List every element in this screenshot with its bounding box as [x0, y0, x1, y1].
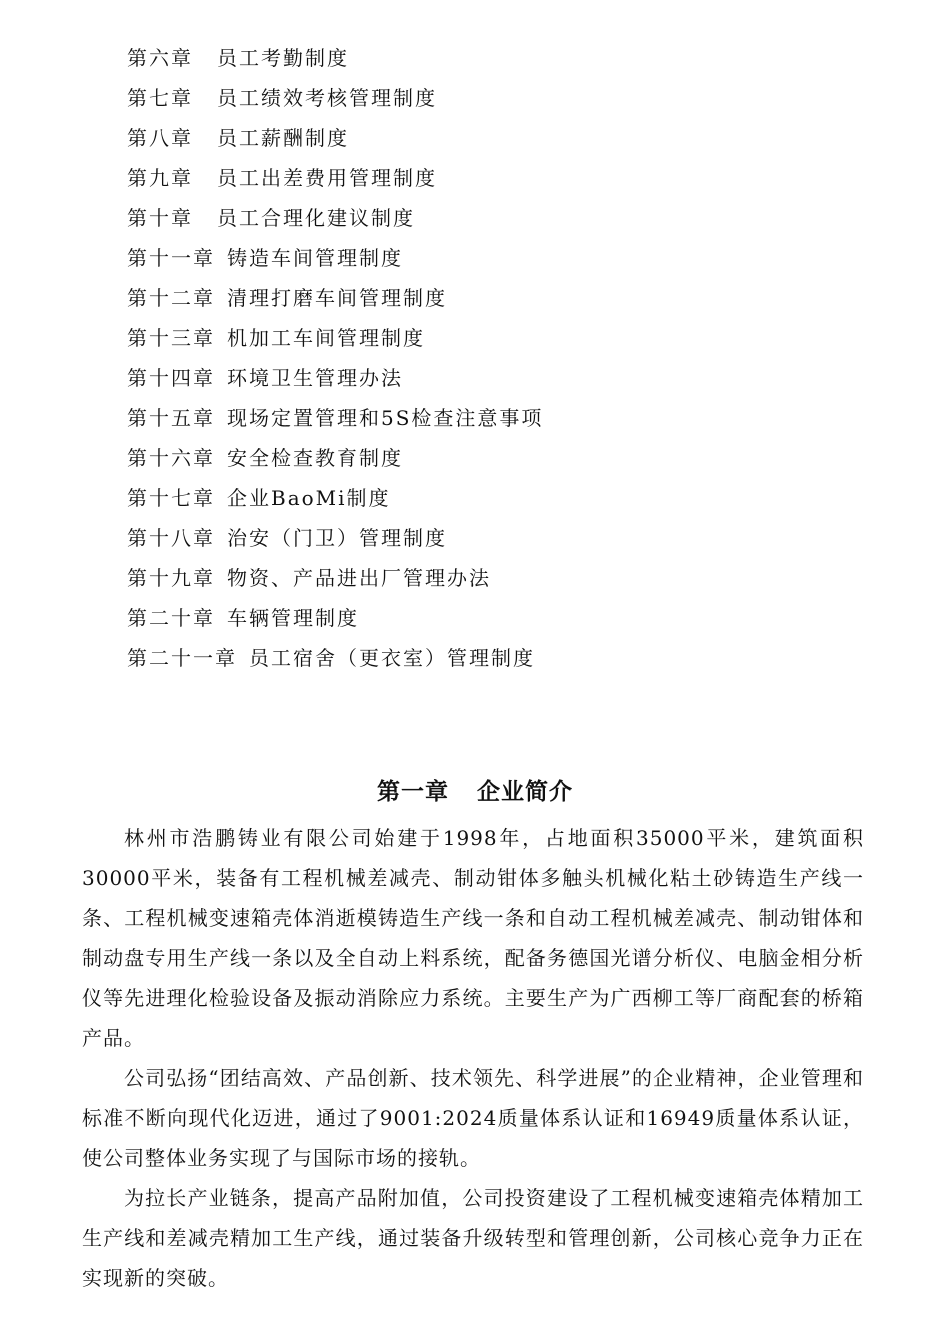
chapter-title: 企业简介 [477, 779, 573, 805]
toc-chapter-title: 现场定置管理和5S检查注意事项 [227, 406, 544, 430]
toc-chapter-title: 清理打磨车间管理制度 [227, 286, 447, 310]
toc-item[interactable] [127, 198, 827, 238]
toc-item[interactable] [127, 518, 827, 558]
body-paragraph: 林州市浩鹏铸业有限公司始建于1998年，占地面积35000平米，建筑面积30000平米，装备有工程机械差减壳、制动钳体多触头机械化粘土砂铸造生产线一条、工程机械变速箱壳体消逝模铸造生产线一条和自动工程机械差减壳、制动钳体和制动盘专用生产线一条以及全自动上料系统，配备务德国光谱分析仪、电脑金相分析仪等先进理化检验设备及振动消除应力系统。主要生产为广西柳工等厂商配套的桥箱产品。 [82, 826, 864, 1050]
toc-item[interactable] [127, 318, 827, 358]
toc-chapter-number: 第十七章 [127, 486, 215, 510]
toc-chapter-number: 第十三章 [127, 326, 215, 350]
toc-item[interactable] [127, 598, 827, 638]
toc-chapter-title: 员工合理化建议制度 [217, 206, 415, 230]
toc-chapter-title: 铸造车间管理制度 [227, 246, 403, 270]
toc-chapter-number: 第二十一章 [127, 646, 237, 670]
toc-chapter-number: 第二十章 [127, 606, 215, 630]
toc-chapter-number: 第九章 [127, 166, 193, 190]
toc-chapter-number: 第十二章 [127, 286, 215, 310]
toc-chapter-number: 第七章 [127, 86, 193, 110]
toc-item[interactable] [127, 278, 827, 318]
toc-item[interactable] [127, 638, 827, 678]
toc-chapter-number: 第十六章 [127, 446, 215, 470]
toc-item[interactable] [127, 158, 827, 198]
toc-chapter-title: 员工考勤制度 [217, 46, 349, 70]
toc-item[interactable] [127, 398, 827, 438]
toc-chapter-number: 第十八章 [127, 526, 215, 550]
body-paragraph: 公司弘扬“团结高效、产品创新、技术领先、科学进展”的企业精神，企业管理和标准不断向现代化迈进，通过了9001:2024质量体系认证和16949质量体系认证，使公司整体业务实现了与国际市场的接轨。 [82, 1066, 864, 1170]
toc-chapter-title: 环境卫生管理办法 [227, 366, 403, 390]
toc-chapter-title: 安全检查教育制度 [227, 446, 403, 470]
toc-item[interactable] [127, 558, 827, 598]
body-paragraph: 为拉长产业链条，提高产品附加值，公司投资建设了工程机械变速箱壳体精加工生产线和差减壳精加工生产线，通过装备升级转型和管理创新，公司核心竞争力正在实现新的突破。 [82, 1186, 864, 1290]
toc-chapter-title: 员工宿舍（更衣室）管理制度 [249, 646, 535, 670]
toc-chapter-title: 企业BaoMi制度 [227, 486, 391, 510]
toc-item[interactable] [127, 238, 827, 278]
table-of-contents [127, 38, 827, 678]
toc-item[interactable] [127, 118, 827, 158]
chapter-number: 第一章 [377, 779, 449, 805]
toc-chapter-number: 第六章 [127, 46, 193, 70]
toc-chapter-title: 员工出差费用管理制度 [217, 166, 437, 190]
toc-chapter-number: 第八章 [127, 126, 193, 150]
toc-item[interactable] [127, 478, 827, 518]
toc-chapter-number: 第十一章 [127, 246, 215, 270]
toc-chapter-title: 车辆管理制度 [227, 606, 359, 630]
toc-item[interactable] [127, 78, 827, 118]
toc-item[interactable] [127, 358, 827, 398]
chapter-heading [0, 772, 950, 812]
toc-chapter-number: 第十章 [127, 206, 193, 230]
toc-chapter-title: 物资、产品进出厂管理办法 [227, 566, 491, 590]
chapter-body [82, 818, 864, 1298]
toc-chapter-title: 机加工车间管理制度 [227, 326, 425, 350]
toc-item[interactable] [127, 438, 827, 478]
toc-chapter-number: 第十四章 [127, 366, 215, 390]
toc-chapter-title: 治安（门卫）管理制度 [227, 526, 447, 550]
toc-chapter-title: 员工薪酬制度 [217, 126, 349, 150]
toc-chapter-number: 第十九章 [127, 566, 215, 590]
toc-chapter-title: 员工绩效考核管理制度 [217, 86, 437, 110]
toc-chapter-number: 第十五章 [127, 406, 215, 430]
toc-item[interactable] [127, 38, 827, 78]
